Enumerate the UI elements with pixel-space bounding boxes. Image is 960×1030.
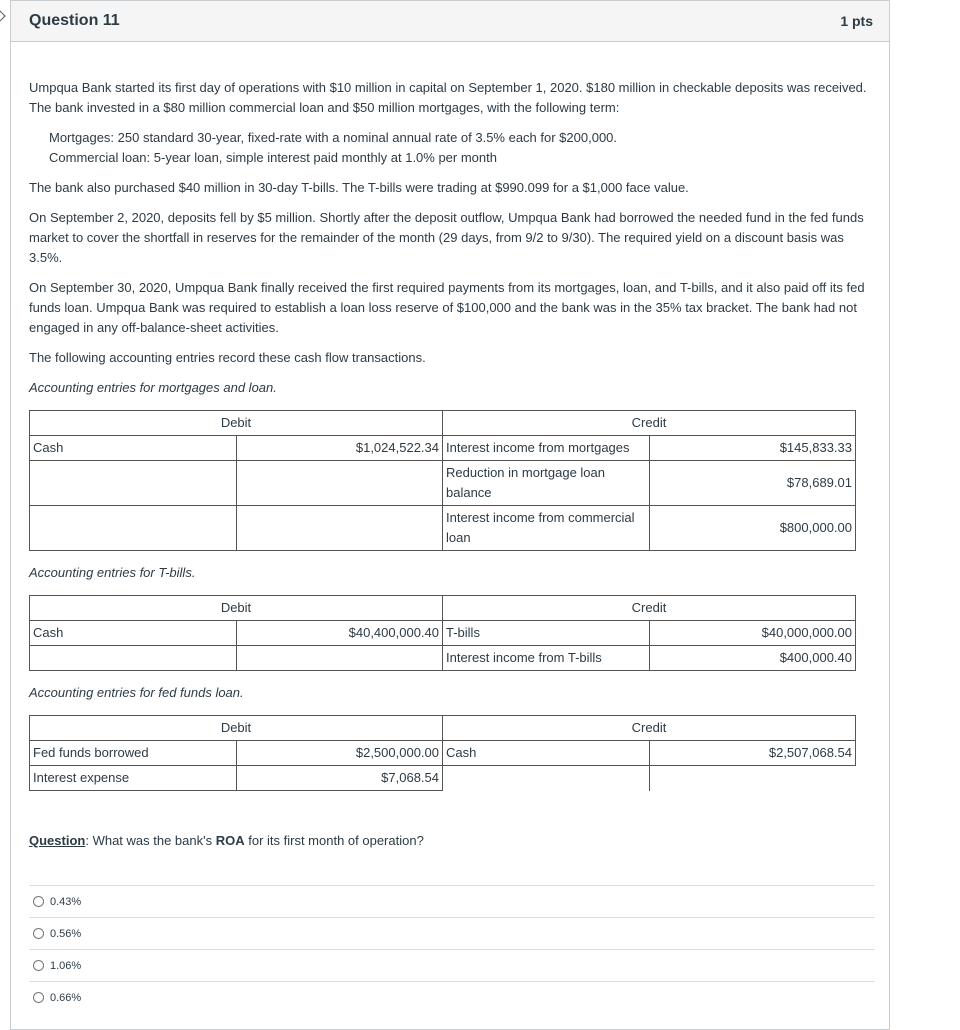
credit-value: $78,689.01 xyxy=(649,461,856,506)
answer-option[interactable] xyxy=(29,885,875,917)
credit-label: Interest income from commercial loan xyxy=(443,506,650,551)
mortgage-entries-table xyxy=(29,410,856,551)
following-paragraph: The following accounting entries record these cash flow transactions. xyxy=(29,350,426,365)
sept2-paragraph: On September 2, 2020, deposits fell by $5 million. Shortly after the deposit outflow, Umpqua Bank had borrowed the needed fund in the fed funds market to cover the shortfall in reserves for the remainder of the month (29 days, from 9/2 to 9/30). The required yield on a discount basis was 3.5%. xyxy=(29,210,864,265)
collapse-chevron-icon[interactable] xyxy=(0,10,6,24)
credit-value: $400,000.40 xyxy=(649,646,856,671)
debit-value: $7,068.54 xyxy=(236,766,443,791)
answer-option[interactable] xyxy=(29,917,875,949)
terms-block xyxy=(29,128,871,168)
mortgage-terms: Mortgages: 250 standard 30-year, fixed-rate with a nominal annual rate of 3.5% each for $200,000. xyxy=(49,130,618,145)
question-label: Question xyxy=(29,833,86,848)
mortgage-table-caption: Accounting entries for mortgages and loan. xyxy=(29,380,277,395)
debit-value: $1,024,522.34 xyxy=(236,436,443,461)
credit-value: $40,000,000.00 xyxy=(649,621,856,646)
question-post: for its first month of operation? xyxy=(244,833,424,848)
credit-value: $145,833.33 xyxy=(649,436,856,461)
question-prompt xyxy=(29,831,871,851)
credit-label: T-bills xyxy=(443,621,650,646)
sept30-paragraph: On September 30, 2020, Umpqua Bank finally received the first required payments from its mortgages, loan, and T-bills, and it also paid off its fed funds loan. Umpqua Bank was required to establish a loan loss reserve of $100,000 and the bank was in the 35% tax bracket. The bank had not engaged in any off-balance-sheet activities. xyxy=(29,280,865,335)
radio-button-icon[interactable] xyxy=(33,928,44,939)
tbills-entries-table xyxy=(29,595,856,671)
answer-label: 1.06% xyxy=(50,959,82,972)
tbills-table-caption: Accounting entries for T-bills. xyxy=(29,565,196,580)
answer-label: 0.56% xyxy=(50,927,82,940)
debit-label: Cash xyxy=(30,621,237,646)
radio-button-icon[interactable] xyxy=(33,960,44,971)
question-points: 1 pts xyxy=(840,13,873,29)
credit-header: Credit xyxy=(443,596,856,621)
question-card xyxy=(10,0,890,1030)
debit-label: Interest expense xyxy=(30,766,237,791)
loan-terms: Commercial loan: 5-year loan, simple interest paid monthly at 1.0% per month xyxy=(49,150,497,165)
intro-paragraph: Umpqua Bank started its first day of operations with $10 million in capital on September 1, 2020. $180 million in checkable deposits was received. The bank invested in a $80 million commercial loan and $50 million mortgages, with the following term: xyxy=(29,80,867,115)
debit-value: $40,400,000.40 xyxy=(236,621,443,646)
tbills-paragraph: The bank also purchased $40 million in 30-day T-bills. The T-bills were trading at $990.099 for a $1,000 face value. xyxy=(29,180,689,195)
debit-header: Debit xyxy=(30,716,443,741)
answer-option[interactable] xyxy=(29,981,875,1013)
credit-label: Interest income from T-bills xyxy=(443,646,650,671)
question-bold: ROA xyxy=(215,833,245,848)
answer-list xyxy=(29,885,875,1013)
credit-label: Interest income from mortgages xyxy=(443,436,650,461)
credit-label: Cash xyxy=(443,741,650,766)
question-header xyxy=(11,1,889,42)
question-body xyxy=(11,42,889,1013)
question-pre: : What was the bank's xyxy=(85,833,216,848)
question-title: Question 11 xyxy=(29,12,120,29)
debit-header: Debit xyxy=(30,411,443,436)
credit-value: $800,000.00 xyxy=(649,506,856,551)
answer-label: 0.66% xyxy=(50,991,82,1004)
radio-button-icon[interactable] xyxy=(33,992,44,1003)
credit-value: $2,507,068.54 xyxy=(649,741,856,766)
debit-value: $2,500,000.00 xyxy=(236,741,443,766)
fedfunds-table-caption: Accounting entries for fed funds loan. xyxy=(29,685,244,700)
answer-option[interactable] xyxy=(29,949,875,981)
radio-button-icon[interactable] xyxy=(33,896,44,907)
debit-label: Cash xyxy=(30,436,237,461)
credit-header: Credit xyxy=(443,716,856,741)
debit-header: Debit xyxy=(30,596,443,621)
fedfunds-entries-table xyxy=(29,715,856,791)
credit-label: Reduction in mortgage loan balance xyxy=(443,461,650,506)
credit-header: Credit xyxy=(443,411,856,436)
answer-label: 0.43% xyxy=(50,895,82,908)
debit-label: Fed funds borrowed xyxy=(30,741,237,766)
